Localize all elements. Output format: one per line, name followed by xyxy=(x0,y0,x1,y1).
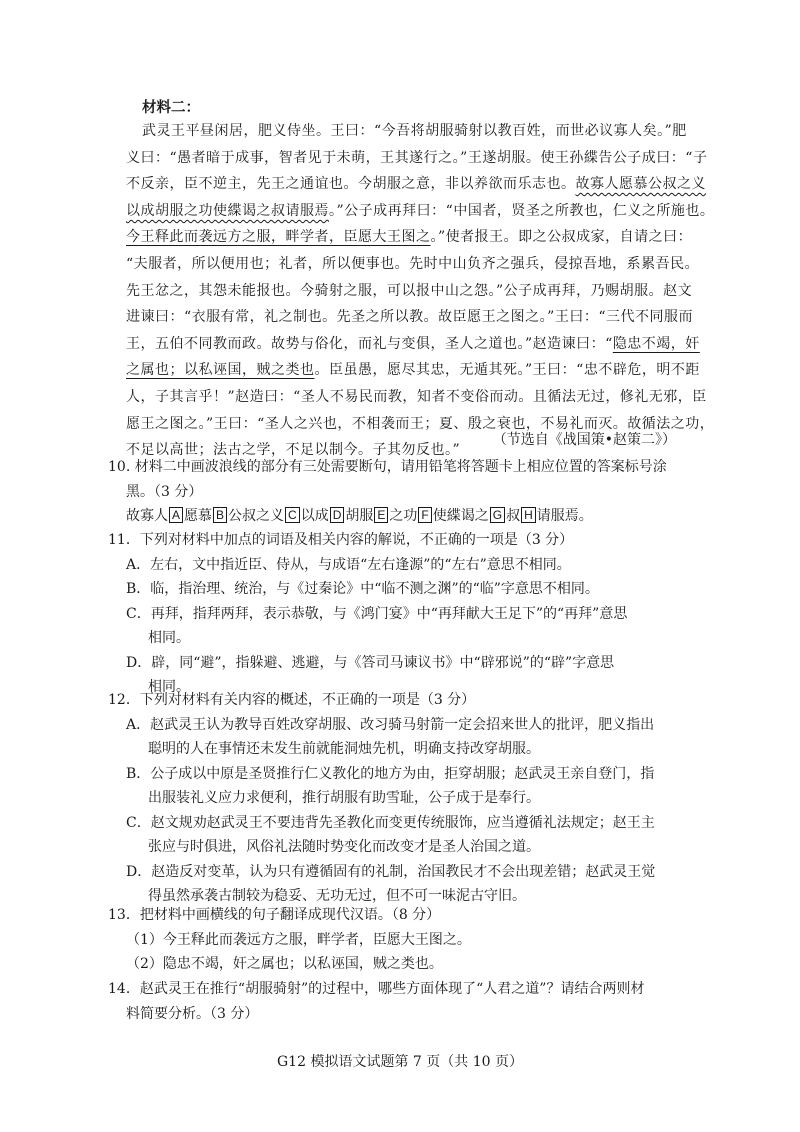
passage-line xyxy=(126,118,686,145)
passage-text: 义曰：“愚者暗于成事，智者见于未萌，王其遂行之。”王遂胡服。使王孙緤告公子成曰：“子 xyxy=(126,149,708,166)
passage-text: “夫服者，所以便用也；礼者，所以便事也。先时中山负齐之强兵，侵掠吾地，系累吾民。 xyxy=(126,255,700,272)
q11-option-b: B．临，指治理、统治，与《过秦论》中“临不测之渊”的“临”字意思不相同。 xyxy=(126,581,599,597)
answer-label-box: F xyxy=(418,507,431,523)
passage-text: 。”公子成再拜曰：“中国者，贤圣之所教也，仁义之所施也。 xyxy=(329,202,715,219)
answer-row-text: 请服焉。 xyxy=(536,508,593,524)
wavy-underlined-sentence: 故寡人愿慕公叔之义 xyxy=(575,176,706,193)
answer-label-box: D xyxy=(330,507,345,523)
question-13-item: （1）今王释此而袭远方之服，畔学者，臣愿大王图之。 xyxy=(126,931,471,948)
passage-source: （节选自《战国策•赵策二》） xyxy=(492,432,676,448)
q11-option-c: C．再拜，指拜两拜，表示恭敬，与《鸿门宴》中“再拜献大王足下”的“再拜”意思 xyxy=(126,605,628,622)
answer-label-box: E xyxy=(374,507,388,523)
question-10 xyxy=(108,455,708,529)
q12-option-a: A．赵武灵王认为教导百姓改穿胡服、改习骑马射箭一定会招来世人的批评，肥义指出 xyxy=(126,716,655,733)
passage-text: 愿王之图之。”王曰：“圣人之兴也，不相袭而王；夏、殷之衰也，不易礼而灭。故循法之功， xyxy=(126,415,715,432)
q12-option-b: 出服装礼义应力求便利，推行胡服有助雪耻，公子成于是奉行。 xyxy=(148,790,540,806)
question-10-stem: 10. 材料二中画波浪线的部分有三处需要断句，请用铅笔将答题卡上相应位置的答案标号涂 xyxy=(108,459,667,475)
answer-label-box: G xyxy=(490,507,505,523)
q12-option-c: 张应与时俱进，风俗礼法随时势变化而改变才是圣人治国之道。 xyxy=(148,839,540,855)
q12-option-a: 聪明的人在事情还未发生前就能洞烛先机，明确支持改穿胡服。 xyxy=(148,741,540,757)
passage-line xyxy=(126,145,708,172)
answer-row-text: 愿慕 xyxy=(184,508,213,524)
passage-line xyxy=(126,224,693,251)
q12-option-b: B．公子成以中原是圣贤推行仁义教化的地方为由，拒穿胡服；赵武灵王亲自登门，指 xyxy=(126,765,655,782)
material-title: 材料二： xyxy=(142,100,200,116)
q11-option-a: A．左右，文中指近臣、侍从，与成语“左右逢源”的“左右”意思不相同。 xyxy=(126,556,571,573)
question-14-stem-cont: 料简要分析。（3 分） xyxy=(126,1005,259,1022)
answer-row-text: 故寡人 xyxy=(126,508,168,524)
question-12-stem: 12．下列对材料有关内容的概述，不正确的一项是（3 分） xyxy=(108,692,476,708)
passage-text: 不足以高世；法古之学，不足以制今。子其勿反也。” xyxy=(126,442,461,459)
question-13-item: （2）隐忠不竭，奸之属也；以私诬国，贼之类也。 xyxy=(126,956,443,972)
passage-line xyxy=(126,331,700,358)
answer-row-text: 公叔之义 xyxy=(228,508,285,524)
answer-row-text: 之功 xyxy=(389,508,418,524)
passage-text: 不反亲，臣不逆主，先王之通谊也。今胡服之意，非以养欲而乐志也。 xyxy=(126,176,576,193)
passage-text: 武灵王平昼闲居，肥义侍坐。王曰：“今吾将胡服骑射以教百姓，而世必议寡人矣。”肥 xyxy=(142,123,687,139)
passage-text: 王，五伯不同教而政。故势与俗化，而礼与变俱，圣人之道也。”赵造谏曰：“ xyxy=(126,335,613,352)
q11-option-c: 相同。 xyxy=(148,630,190,646)
question-14 xyxy=(108,977,708,1026)
passage-line xyxy=(126,304,693,331)
passage-text: 人，子其言乎！”赵造曰：“圣人不易民而教，知者不变俗而动。且循法无过，修礼无邪，臣 xyxy=(126,388,707,405)
answer-label-box: C xyxy=(285,507,300,523)
question-10-stem-cont: 黑。（3 分） xyxy=(126,483,203,500)
question-11-stem: 11．下列对材料中加点的词语及相关内容的解说，不正确的一项是（3 分） xyxy=(108,532,574,548)
q12-option-c: C．赵文规劝赵武灵王不要违背先圣教化而变更传统服饰，应当遵循礼法规定；赵王主 xyxy=(126,814,655,831)
answer-label-row xyxy=(108,504,708,529)
passage-line xyxy=(126,278,693,305)
answer-label-box: A xyxy=(169,507,183,523)
passage-line xyxy=(126,171,706,198)
passage-text: 进谏曰：“衣服有常，礼之制也。先圣之所以教。故臣愿王之图之。”王曰：“三代不同服而 xyxy=(126,309,693,326)
answer-label-box: B xyxy=(213,507,227,523)
underlined-sentence: 隐忠不竭，奸 xyxy=(612,335,700,352)
passage-line xyxy=(126,251,700,278)
q11-option-d: D．辟，同“避”，指躲避、逃避，与《答司马谏议书》中“辟邪说”的“辟”字意思 xyxy=(126,654,615,671)
answer-row-text: 以成 xyxy=(300,508,329,524)
passage-line xyxy=(126,384,707,411)
answer-row-text: 叔 xyxy=(506,508,521,524)
answer-label-box: H xyxy=(521,507,536,523)
underlined-sentence: 之属也；以私诬国，贼之类也 xyxy=(126,362,315,379)
answer-row-text: 胡服 xyxy=(345,508,374,524)
passage-text: 先王忿之，其怨未能报也。今骑射之服，可以报中山之怨。”公子成再拜，乃赐胡服。赵文 xyxy=(126,282,693,299)
question-11 xyxy=(108,528,708,700)
passage-text: 。臣虽愚，愿尽其忠，无遁其死。”王曰：“忠不辟危，明不距 xyxy=(314,362,700,379)
answer-row-text: 使緤谒之 xyxy=(432,508,489,524)
question-12 xyxy=(108,688,708,909)
q12-option-d: 得虽然承袭古制较为稳妥、无功无过，但不可一味泥古守旧。 xyxy=(148,888,526,904)
passage-text: 。”使者报王。即之公叔成家，自请之曰： xyxy=(430,229,693,246)
underlined-sentence: 今王释此而袭远方之服，畔学者，臣愿大王图之 xyxy=(126,229,431,246)
q11-option-d: 相同。 xyxy=(148,679,190,695)
q12-option-d: D．赵造反对变革，认为只有遵循固有的礼制，治国教民才不会出现差错；赵武灵王觉 xyxy=(126,863,656,880)
wavy-underlined-sentence: 以成胡服之功使緤谒之叔请服焉 xyxy=(126,202,329,219)
page-footer: G12 模拟语文试题第 7 页（共 10 页） xyxy=(277,1054,523,1070)
question-13 xyxy=(108,903,708,977)
question-13-stem: 13．把材料中画横线的句子翻译成现代汉语。（8 分） xyxy=(108,907,441,923)
question-14-stem: 14．赵武灵王在推行“胡服骑射”的过程中，哪些方面体现了“人君之道”？请结合两则材 xyxy=(108,981,645,997)
passage-line xyxy=(126,198,715,225)
passage-line xyxy=(126,357,700,384)
passage xyxy=(126,118,715,464)
